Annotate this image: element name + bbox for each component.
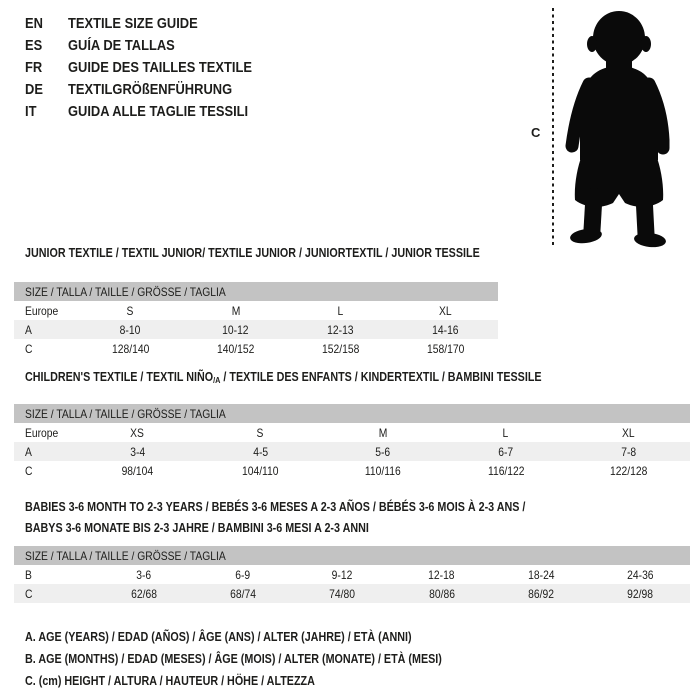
size-cell: 18-24	[527, 567, 555, 582]
size-cell: 5-6	[322, 442, 445, 461]
size-cell: XL	[439, 303, 452, 318]
table-row-europe	[14, 301, 498, 320]
size-cell: 104/110	[241, 463, 279, 478]
table-row-europe	[14, 423, 690, 442]
language-code: FR	[25, 58, 43, 76]
row-label: C	[14, 584, 94, 603]
size-cell: XS	[130, 425, 145, 440]
table-row-c	[14, 461, 690, 480]
size-cell: 158/170	[426, 341, 465, 356]
junior-size-table	[14, 282, 498, 358]
junior-section-title: JUNIOR TEXTILE / TEXTIL JUNIOR/ TEXTILE JUNIOR / JUNIORTEXTIL / JUNIOR TESSILE	[25, 246, 480, 260]
size-cell: 14-16	[393, 320, 498, 339]
size-cell: 68/74	[193, 584, 292, 603]
language-label: TEXTILE SIZE GUIDE	[68, 14, 198, 32]
language-list	[25, 12, 282, 122]
size-cell: 116/122	[487, 463, 525, 478]
row-label: A	[14, 320, 78, 339]
title-subscript: /A	[213, 375, 221, 385]
size-cell: 12-13	[288, 320, 393, 339]
size-cell: M	[231, 303, 240, 318]
row-label: B	[25, 567, 32, 582]
size-cell: 98/104	[121, 463, 154, 478]
size-cell: 10-12	[183, 320, 288, 339]
size-cell: 128/140	[111, 341, 150, 356]
footnote-b: B. AGE (MONTHS) / EDAD (MESES) / ÂGE (MOIS) / ALTER (MONATE) / ETÀ (MESI)	[25, 652, 442, 666]
row-label: C	[25, 341, 33, 356]
size-cell: 62/68	[94, 584, 193, 603]
table-row-a	[14, 320, 498, 339]
size-cell: 8-10	[78, 320, 183, 339]
size-cell: 92/98	[591, 584, 690, 603]
row-label: A	[14, 442, 76, 461]
size-cell: 110/116	[365, 463, 401, 478]
size-cell: 3-4	[76, 442, 199, 461]
table-row-c	[14, 584, 690, 603]
table-header-row	[14, 282, 498, 301]
language-row-it	[25, 100, 282, 122]
language-row-es	[25, 34, 282, 56]
size-cell: 9-12	[331, 567, 353, 582]
language-label: TEXTILGRÖßENFÜHRUNG	[68, 80, 233, 98]
size-cell: S	[256, 425, 264, 440]
size-cell: 74/80	[293, 584, 392, 603]
babies-size-table	[14, 546, 690, 603]
size-cell: 6-9	[235, 567, 251, 582]
size-cell: S	[127, 303, 134, 318]
size-cell: 24-36	[627, 567, 654, 582]
size-cell: 122/128	[609, 463, 648, 478]
language-row-en	[25, 12, 282, 34]
language-label: GUIDA ALLE TAGLIE TESSILI	[68, 102, 249, 120]
table-row-a	[14, 442, 690, 461]
size-header-bar: SIZE / TALLA / TAILLE / GRÖSSE / TAGLIA	[14, 282, 498, 301]
language-row-fr	[25, 56, 282, 78]
size-cell: L	[337, 303, 344, 318]
language-code: EN	[25, 14, 43, 32]
size-cell: XL	[622, 425, 635, 440]
language-label: GUIDE DES TAILLES TEXTILE	[68, 58, 252, 76]
table-header-row	[14, 546, 690, 565]
row-label: Europe	[25, 303, 59, 318]
size-cell: 6-7	[444, 442, 567, 461]
children-section-title: CHILDREN'S TEXTILE / TEXTIL $NIÑO_{/A}$ / TEXTILE DES ENFANTS / KINDERTEXTIL / BAMBINI TESSILE	[25, 370, 542, 385]
size-cell: 86/92	[491, 584, 590, 603]
footnote-c: C. (cm) HEIGHT / ALTURA / HAUTEUR / HÖHE / ALTEZZA	[25, 674, 315, 688]
language-row-de	[25, 78, 282, 100]
size-cell: 152/158	[321, 341, 360, 356]
size-header-bar: SIZE / TALLA / TAILLE / GRÖSSE / TAGLIA	[14, 546, 690, 565]
table-header-row	[14, 404, 690, 423]
size-cell: 12-18	[428, 567, 455, 582]
row-label: C	[25, 463, 33, 478]
children-size-table	[14, 404, 690, 480]
table-row-c	[14, 339, 498, 358]
size-cell: 80/86	[392, 584, 491, 603]
language-code: ES	[25, 36, 43, 54]
size-cell: 4-5	[199, 442, 322, 461]
size-cell: 7-8	[567, 442, 690, 461]
footnote-a: A. AGE (YEARS) / EDAD (AÑOS) / ÂGE (ANS) / ALTER (JAHRE) / ETÀ (ANNI)	[25, 630, 412, 644]
height-measure-dashed-line	[552, 8, 554, 246]
size-header-bar: SIZE / TALLA / TAILLE / GRÖSSE / TAGLIA	[14, 404, 690, 423]
language-code: DE	[25, 80, 43, 98]
footnotes	[25, 626, 510, 692]
babies-section-title: BABIES 3-6 MONTH TO 2-3 YEARS / BEBÉS 3-6 MESES A 2-3 AÑOS / BÉBÉS 3-6 MOIS À 2-3 ANS / BABYS 3-6 MONATE BIS 2-3 JAHRE / BAMBINI 3-6 MESI A 2-3 ANNI	[25, 500, 526, 535]
row-label: Europe	[25, 425, 59, 440]
size-cell: 140/152	[216, 341, 255, 356]
size-cell: L	[502, 425, 509, 440]
table-row-b	[14, 565, 690, 584]
toddler-silhouette-icon	[562, 8, 678, 248]
language-code: IT	[25, 102, 37, 120]
size-cell: M	[378, 425, 388, 440]
height-measure-label: C	[531, 125, 541, 140]
size-cell: 3-6	[136, 567, 152, 582]
language-label: GUÍA DE TALLAS	[68, 36, 175, 54]
